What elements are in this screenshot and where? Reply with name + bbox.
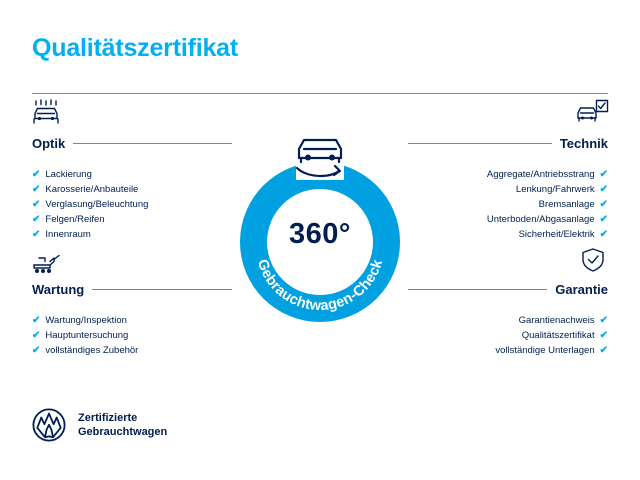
car-checklist-icon bbox=[576, 98, 610, 128]
check-icon: ✔ bbox=[32, 344, 41, 356]
list-item bbox=[408, 197, 608, 212]
footer-line-1: Zertifizierte bbox=[78, 412, 138, 424]
right-column bbox=[408, 126, 608, 358]
section-rule bbox=[92, 289, 232, 290]
list-item bbox=[32, 197, 232, 212]
section-header-optik bbox=[32, 126, 232, 160]
list-item bbox=[408, 328, 608, 343]
section-rule bbox=[408, 289, 547, 290]
section-items bbox=[32, 167, 232, 242]
page-title: Qualitätszertifikat bbox=[32, 34, 238, 62]
list-item bbox=[408, 313, 608, 328]
list-item-label: Innenraum bbox=[45, 229, 91, 240]
check-icon: ✔ bbox=[32, 228, 41, 240]
section-items bbox=[408, 167, 608, 242]
section-rule bbox=[73, 143, 232, 144]
list-item-label: Aggregate/Antriebsstrang bbox=[486, 169, 595, 180]
check-icon: ✔ bbox=[32, 168, 41, 180]
footer-text bbox=[78, 411, 167, 439]
section-title: Wartung bbox=[32, 281, 85, 297]
badge-360-gebrauchtwagen-check bbox=[226, 118, 414, 315]
list-item-label: Lenkung/Fahrwerk bbox=[515, 184, 595, 195]
section-technik bbox=[408, 126, 608, 242]
check-icon: ✔ bbox=[599, 314, 608, 326]
list-item-label: Unterboden/Abgasanlage bbox=[486, 214, 595, 225]
list-item bbox=[32, 328, 232, 343]
list-item bbox=[32, 167, 232, 182]
section-items bbox=[408, 313, 608, 358]
section-header-technik bbox=[408, 126, 608, 160]
list-item-label: Verglasung/Beleuchtung bbox=[45, 199, 149, 210]
list-item-label: Hauptuntersuchung bbox=[45, 330, 129, 341]
list-item bbox=[32, 343, 232, 358]
svg-text:Gebrauchtwagen-Check: Gebrauchtwagen-Check bbox=[253, 257, 387, 315]
section-garantie bbox=[408, 272, 608, 358]
section-items bbox=[32, 313, 232, 358]
check-icon: ✔ bbox=[32, 183, 41, 195]
list-item-label: Karosserie/Anbauteile bbox=[45, 184, 139, 195]
list-item-label: Felgen/Reifen bbox=[45, 214, 105, 225]
shield-check-icon bbox=[576, 246, 610, 276]
left-column bbox=[32, 126, 232, 358]
list-item-label: Sicherheit/Elektrik bbox=[518, 229, 595, 240]
list-item bbox=[408, 182, 608, 197]
list-item-label: vollständige Unterlagen bbox=[495, 345, 595, 356]
check-icon: ✔ bbox=[599, 213, 608, 225]
list-item bbox=[32, 212, 232, 227]
section-title: Technik bbox=[559, 135, 608, 151]
badge-degrees: 360° bbox=[289, 218, 351, 250]
check-icon: ✔ bbox=[32, 329, 41, 341]
section-title: Optik bbox=[32, 135, 66, 151]
check-icon: ✔ bbox=[599, 344, 608, 356]
list-item bbox=[408, 227, 608, 242]
check-icon: ✔ bbox=[599, 168, 608, 180]
list-item bbox=[32, 313, 232, 328]
section-wartung bbox=[32, 272, 232, 358]
header-divider bbox=[32, 93, 608, 94]
list-item bbox=[32, 227, 232, 242]
list-item-label: Lackierung bbox=[45, 169, 92, 180]
check-icon: ✔ bbox=[599, 183, 608, 195]
list-item-label: vollständiges Zubehör bbox=[45, 345, 139, 356]
list-item bbox=[408, 212, 608, 227]
list-item-label: Bremsanlage bbox=[538, 199, 595, 210]
check-icon: ✔ bbox=[599, 228, 608, 240]
check-icon: ✔ bbox=[32, 198, 41, 210]
check-icon: ✔ bbox=[599, 198, 608, 210]
footer-line-2: Gebrauchtwagen bbox=[78, 426, 168, 438]
list-item bbox=[32, 182, 232, 197]
car-wash-icon bbox=[30, 98, 64, 128]
section-optik bbox=[32, 126, 232, 242]
footer bbox=[32, 408, 167, 442]
check-icon: ✔ bbox=[32, 213, 41, 225]
list-item-label: Qualitätszertifikat bbox=[521, 330, 595, 341]
check-icon: ✔ bbox=[32, 314, 41, 326]
oil-can-icon bbox=[30, 248, 64, 278]
list-item-label: Garantienachweis bbox=[518, 315, 595, 326]
list-item bbox=[408, 167, 608, 182]
list-item-label: Wartung/Inspektion bbox=[45, 315, 127, 326]
check-icon: ✔ bbox=[599, 329, 608, 341]
list-item bbox=[408, 343, 608, 358]
section-rule bbox=[408, 143, 552, 144]
section-header-garantie bbox=[408, 272, 608, 306]
section-title: Garantie bbox=[555, 281, 608, 297]
vw-logo bbox=[32, 408, 66, 442]
